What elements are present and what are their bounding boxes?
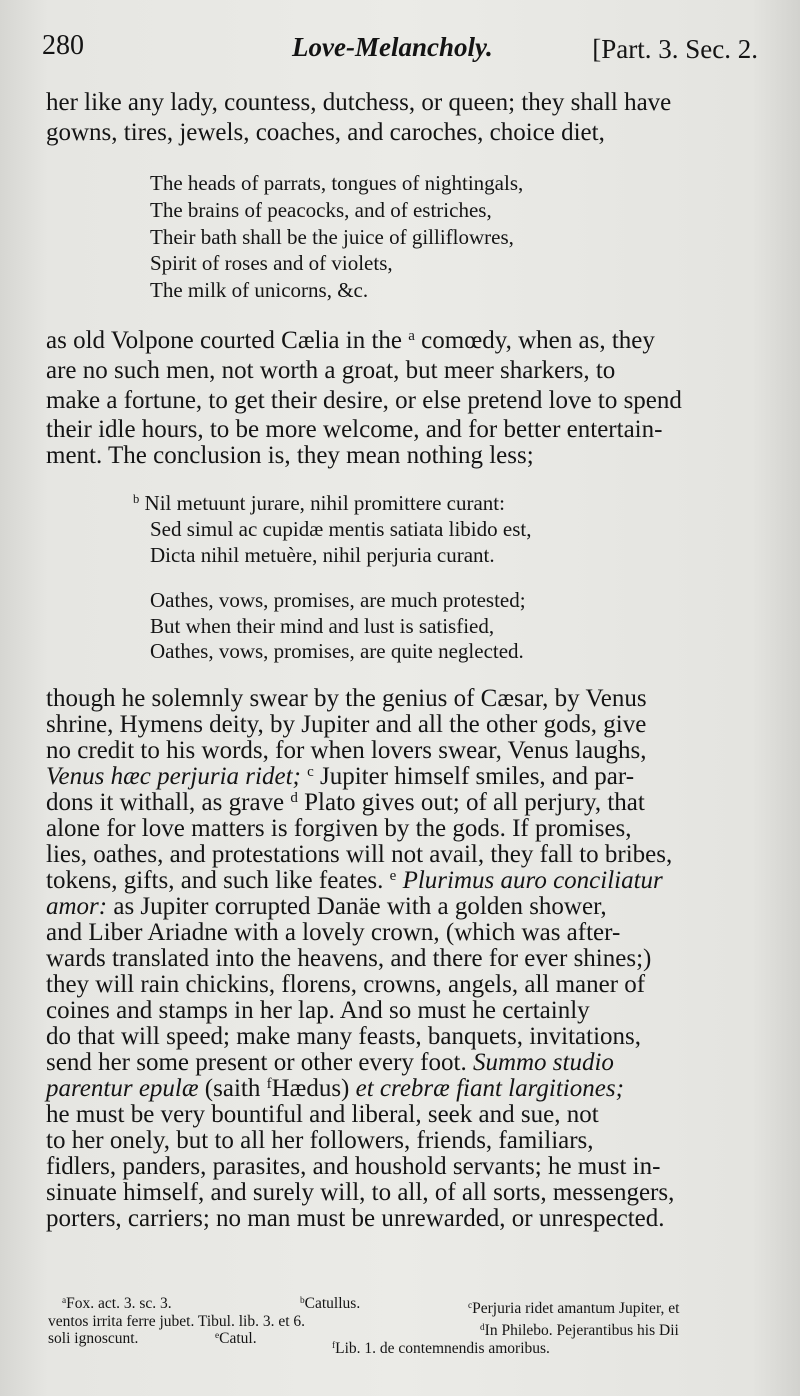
verse-line: Spirit of roses and of violets, <box>150 251 393 275</box>
text-line: do that will speed; make many feasts, banquets, invitations, <box>46 1023 642 1050</box>
text-line: are no such men, not worth a groat, but meer sharkers, to <box>46 357 616 384</box>
verse-line: Oathes, vows, promises, are much protested; <box>150 588 526 612</box>
verse-line: $^b$ Nil metuunt jurare, nihil promittere curant: <box>133 491 505 515</box>
text-line: though he solemnly swear by the genius of Cæsar, by Venus <box>46 685 647 712</box>
verse-line: The milk of unicorns, &c. <box>150 278 369 302</box>
footnote-a: $^a$Fox. act. 3. sc. 3. <box>62 1295 172 1312</box>
text-line: parentur epulæ (saith $^f$Hædus) et crebræ fiant largitiones; <box>46 1075 624 1102</box>
verse-line: Their bath shall be the juice of gilliflowres, <box>150 225 514 249</box>
text-line: gowns, tires, jewels, coaches, and caroches, choice diet, <box>46 119 605 146</box>
verse-line: The heads of parrats, tongues of nightingals, <box>150 171 524 195</box>
text-line: wards translated into the heavens, and there for ever shines;) <box>46 945 652 972</box>
text-line: her like any lady, countess, dutchess, or queen; they shall have <box>46 89 672 116</box>
verse-line: Sed simul ac cupidæ mentis satiata libido est, <box>150 517 532 541</box>
verse-line: But when their mind and lust is satisfied, <box>150 614 495 638</box>
text-line: he must be very bountiful and liberal, seek and sue, not <box>46 1101 599 1128</box>
text-line: amor: as Jupiter corrupted Danäe with a golden shower, <box>46 893 607 920</box>
text-line: coines and stamps in her lap. And so must he certainly <box>46 997 590 1024</box>
verse-line: The brains of peacocks, and of estriches, <box>150 198 492 222</box>
footnote-marker: b <box>133 492 140 507</box>
text-line: porters, carriers; no man must be unrewarded, or unrespected. <box>46 1205 665 1232</box>
text-line: no credit to his words, for when lovers swear, Venus laughs, <box>46 737 647 764</box>
footnote-c: $^c$Perjuria ridet amantum Jupiter, et <box>468 1300 680 1317</box>
text-line: as old Volpone courted Cælia in the $^a$ comœdy, when as, they <box>46 327 655 354</box>
footnote-b: $^b$Catullus. <box>300 1295 361 1312</box>
text-line: Venus hæc perjuria ridet; $^c$ Jupiter himself smiles, and par- <box>46 763 635 790</box>
text-line: and Liber Ariadne with a lovely crown, (which was after- <box>46 919 621 946</box>
text-line: make a fortune, to get their desire, or else pretend love to spend <box>46 387 682 414</box>
text-line: their idle hours, to be more welcome, and for better entertain- <box>46 416 663 443</box>
text-line: send her some present or other every foot. Summo studio <box>46 1049 614 1076</box>
footnote-marker: d <box>290 789 298 806</box>
verse-line: Dicta nihil metuère, nihil perjuria curant. <box>150 543 495 567</box>
page-header <box>42 30 760 72</box>
text-line: fidlers, panders, parasites, and houshold servants; he must in- <box>46 1153 661 1180</box>
footnote-f: $^f$Lib. 1. de contemnendis amoribus. <box>332 1340 550 1357</box>
text-line: they will rain chickins, florens, crowns, angels, all maner of <box>46 971 646 998</box>
verse-line: Oathes, vows, promises, are quite neglected. <box>150 639 524 663</box>
running-title: Love-Melancholy. <box>292 32 493 62</box>
page-number: 280 <box>42 30 84 61</box>
footnote-marker: a <box>408 327 415 344</box>
text-line: to her onely, but to all her followers, friends, familiars, <box>46 1127 594 1154</box>
text-line: shrine, Hymens deity, by Jupiter and all the other gods, give <box>46 711 647 738</box>
text-line: lies, oathes, and protestations will not avail, they fall to bribes, <box>46 841 673 868</box>
part-section-label: [Part. 3. Sec. 2. <box>592 34 758 64</box>
footnote-marker: c <box>307 763 314 780</box>
footnote-marker: f <box>266 1075 272 1092</box>
text-line: dons it withall, as grave $^d$ Plato gives out; of all perjury, that <box>46 789 645 816</box>
footnote-d: $^d$In Philebo. Pejerantibus his Dii <box>480 1322 679 1339</box>
footnote-d-continued: soli ignoscunt. <box>48 1330 139 1347</box>
text-line: alone for love matters is forgiven by the gods. If promises, <box>46 815 632 842</box>
footnote-c-continued: ventos irrita ferre jubet. Tibul. lib. 3. et 6. <box>48 1313 306 1330</box>
text-line: sinuate himself, and surely will, to all, of all sorts, messengers, <box>46 1179 675 1206</box>
footnote-e: $^e$Catul. <box>215 1330 257 1347</box>
text-line: tokens, gifts, and such like feates. $^e$ Plurimus auro conciliatur <box>46 867 663 894</box>
text-line: ment. The conclusion is, they mean nothing less; <box>46 442 534 469</box>
footnote-marker: e <box>389 867 397 884</box>
